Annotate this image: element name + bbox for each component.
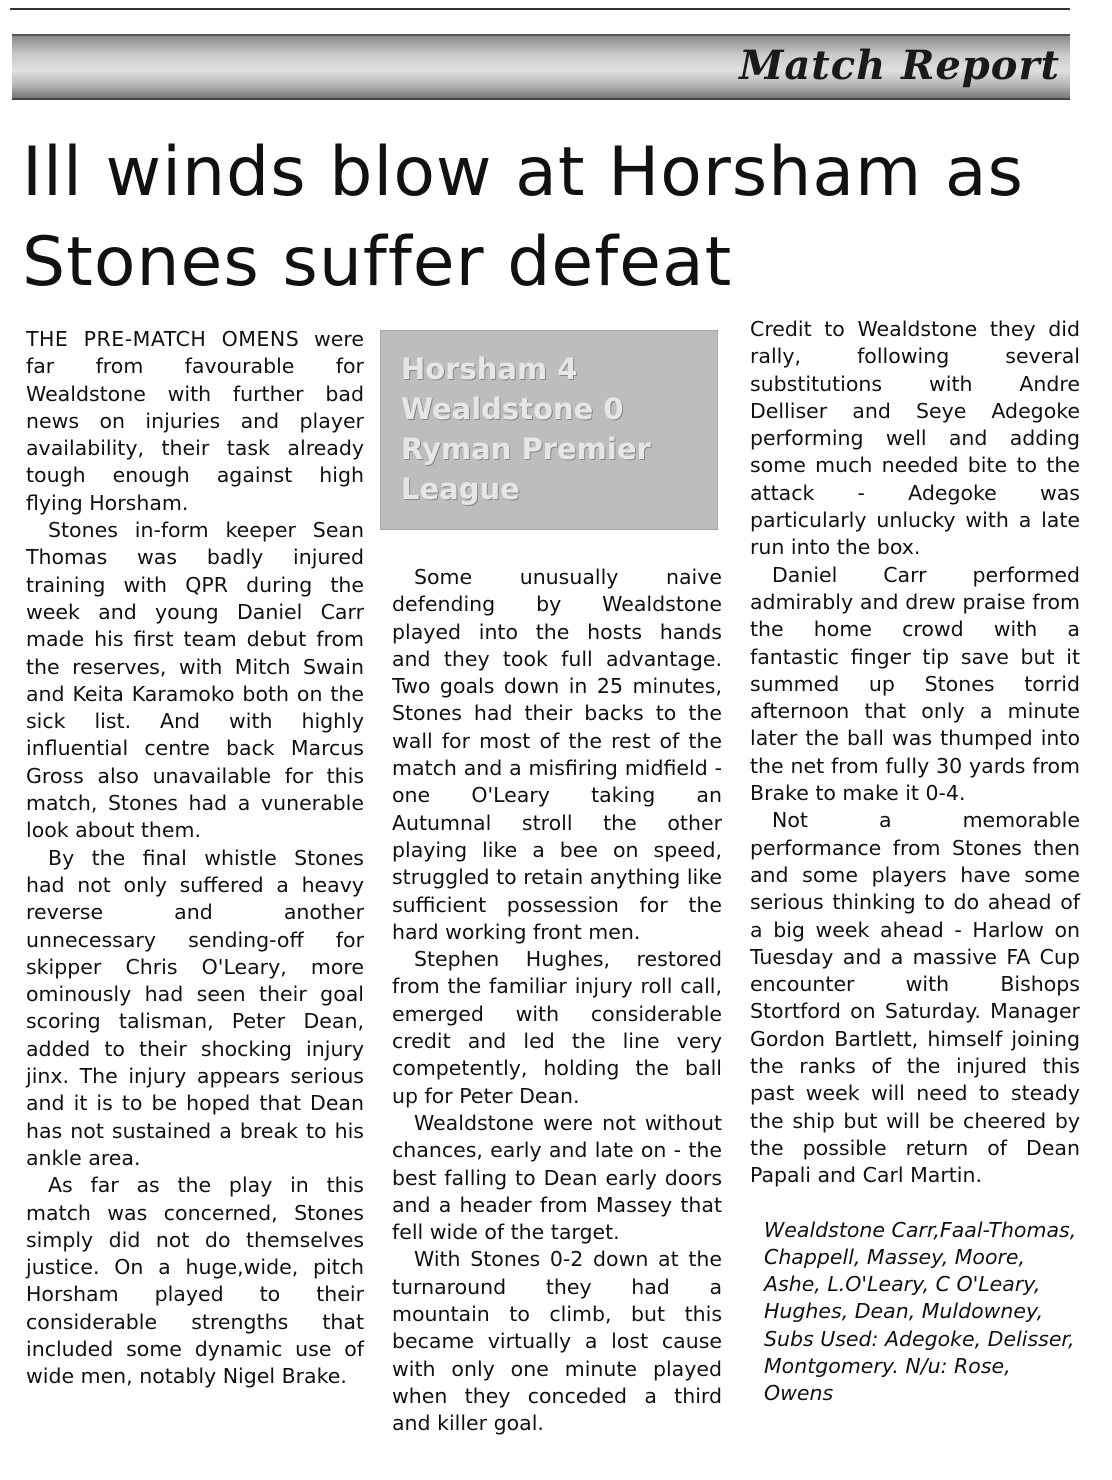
paragraph: Some unusually naive defending by Wealdstone played into the hosts hands and they took full advantage. Two goals down in 25 minutes, Stones had their backs to the wall for most of the rest of the match and a misfiring midfield - one O'Leary taking an Autumnal stroll the other playing like a bee on speed, struggled to retain anything like sufficient possession for the hard working front men. [392,565,722,944]
top-rule [10,8,1070,10]
score-box-text [401,349,711,509]
paragraph: Stones in-form keeper Sean Thomas was badly injured training with QPR during the week and young Daniel Carr made his first team debut from the reserves, with Mitch Swain and Keita Karamoko both on the sick list. And with highly influential centre back Marcus Gross also unavailable for this match, Stones had a vunerable look about them. [26,518,364,843]
paragraph: By the final whistle Stones had not only suffered a heavy reverse and another unnecessary sending-off for skipper Chris O'Leary, more ominously had seen their goal scoring talisman, Peter Dean, added to their shocking injury jinx. The injury appears serious and it is to be hoped that Dean has not sustained a break to his ankle area. [26,845,364,1170]
lead-caps: THE PRE-MATCH OMENS [26,327,300,351]
competition-line: Ryman Premier [401,432,651,466]
score-box [380,330,718,530]
paragraph: Daniel Carr performed admirably and drew praise from the home crowd with a fantastic finger tip save but it summed up Stones torrid afternoon that only a minute later the ball was thumped into the net from fully 30 yards from Brake to make it 0-4. [750,562,1080,806]
article-column-2 [392,564,722,1438]
paragraph: As far as the play in this match was concerned, Stones simply did not do themselves justice. On a huge,wide, pitch Horsham played to their considerable strengths that included some dynamic use of wide men, notably Nigel Brake. [26,1173,364,1389]
paragraph: Stephen Hughes, restored from the familiar injury roll call, emerged with considerable credit and led the line very competently, holding the ball up for Peter Dean. [392,947,722,1108]
paragraph: With Stones 0-2 down at the turnaround they had a mountain to climb, but this became virtually a lost cause with only one minute played when they conceded a third and killer goal. [392,1247,722,1436]
paragraph: Credit to Wealdstone they did rally, following several substitutions with Andre Delliser and Seye Adegoke performing well and adding some much needed bite to the attack - Adegoke was particularly unlucky with a late run into the box. [750,317,1080,560]
score-line-away: Wealdstone 0 [401,392,624,426]
competition-line-2: League [401,472,520,506]
score-line-home: Horsham 4 [401,352,578,386]
headline: Ill winds blow at Horsham as Stones suffer defeat [22,133,1024,302]
article-column-1 [26,326,364,1391]
section-banner [12,34,1070,100]
paragraph: Wealdstone were not without chances, early and late on - the best falling to Dean early doors and a header from Massey that fell wide of the target. [392,1110,722,1245]
lead-text: were far from favourable for Wealdstone with further bad news on injuries and player availability, their task already tough enough against high flying Horsham. [26,327,364,515]
team-lineup: Wealdstone Carr,Faal-Thomas, Chappell, Massey, Moore, Ashe, L.O'Leary, C O'Leary, Hughes, Dean, Muldowney, Subs Used: Adegoke, Delisser, Montgomery. N/u: Rose, Owens [764,1217,1077,1406]
section-label: Match Report [739,42,1060,89]
article-column-3 [750,316,1080,1408]
paragraph [26,326,364,517]
paragraph: Not a memorable performance from Stones then and some players have some serious thinking to do ahead of a big week ahead - Harlow on Tuesday and a massive FA Cup encounter with Bishops Stortford on Saturday. Manager Gordon Bartlett, himself joining the ranks of the injured this past week will need to steady the ship but will be cheered by the possible return of Dean Papali and Carl Martin. [750,808,1080,1188]
